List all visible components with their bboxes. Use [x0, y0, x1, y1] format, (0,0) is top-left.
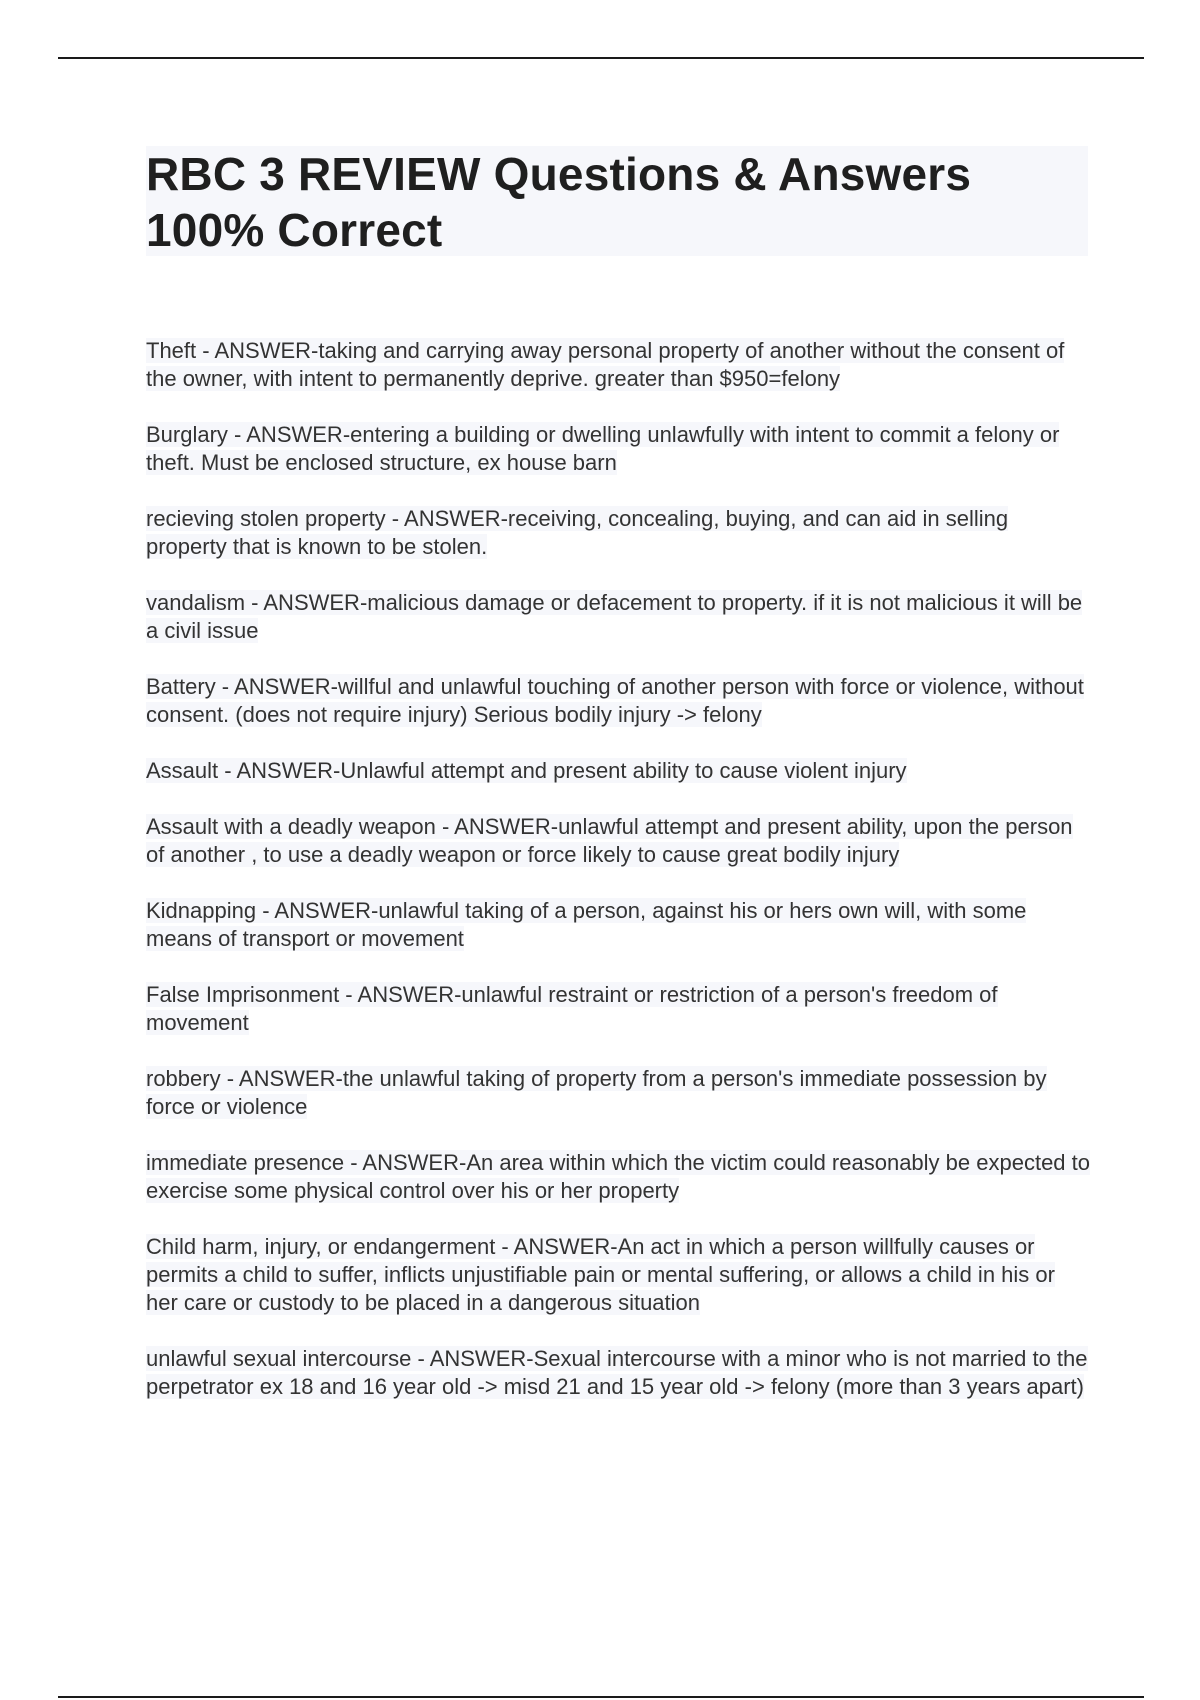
qa-entry	[146, 897, 1091, 953]
qa-entry	[146, 1065, 1091, 1121]
top-divider	[58, 57, 1144, 59]
qa-list	[146, 337, 1091, 1429]
qa-entry-text: recieving stolen property - ANSWER-receiving, concealing, buying, and can aid in selling property that is known to be stolen.	[146, 506, 1009, 559]
qa-entry-text: Child harm, injury, or endangerment - ANSWER-An act in which a person willfully causes or permits a child to suffer, inflicts unjustifiable pain or mental suffering, or allows a child in his or her care or custody to be placed in a dangerous situation	[146, 1234, 1055, 1315]
qa-entry	[146, 589, 1091, 645]
qa-entry-text: Battery - ANSWER-willful and unlawful touching of another person with force or violence, without consent. (does not require injury) Serious bodily injury -> felony	[146, 674, 1084, 727]
qa-entry	[146, 673, 1091, 729]
qa-entry	[146, 757, 1091, 785]
bottom-divider	[58, 1696, 1144, 1698]
qa-entry	[146, 337, 1091, 393]
qa-entry-text: False Imprisonment - ANSWER-unlawful restraint or restriction of a person's freedom of movement	[146, 982, 998, 1035]
title-block	[146, 146, 1088, 256]
qa-entry-text: Burglary - ANSWER-entering a building or dwelling unlawfully with intent to commit a felony or theft. Must be enclosed structure, ex house barn	[146, 422, 1060, 475]
qa-entry-text: Theft - ANSWER-taking and carrying away personal property of another without the consent of the owner, with intent to permanently deprive. greater than $950=felony	[146, 338, 1065, 391]
document-title: RBC 3 REVIEW Questions & Answers 100% Correct	[146, 148, 972, 256]
qa-entry-text: robbery - ANSWER-the unlawful taking of property from a person's immediate possession by force or violence	[146, 1066, 1047, 1119]
qa-entry-text: vandalism - ANSWER-malicious damage or defacement to property. if it is not malicious it will be a civil issue	[146, 590, 1083, 643]
qa-entry-text: Assault - ANSWER-Unlawful attempt and present ability to cause violent injury	[146, 758, 907, 783]
qa-entry-text: Assault with a deadly weapon - ANSWER-unlawful attempt and present ability, upon the person of another , to use a deadly weapon or force likely to cause great bodily injury	[146, 814, 1073, 867]
qa-entry	[146, 813, 1091, 869]
qa-entry	[146, 421, 1091, 477]
qa-entry	[146, 1149, 1091, 1205]
qa-entry	[146, 981, 1091, 1037]
qa-entry-text: immediate presence - ANSWER-An area within which the victim could reasonably be expected to exercise some physical control over his or her property	[146, 1150, 1091, 1203]
qa-entry-text: Kidnapping - ANSWER-unlawful taking of a person, against his or hers own will, with some means of transport or movement	[146, 898, 1027, 951]
qa-entry	[146, 505, 1091, 561]
qa-entry-text: unlawful sexual intercourse - ANSWER-Sexual intercourse with a minor who is not married to the perpetrator ex 18 and 16 year old -> misd 21 and 15 year old -> felony (more than 3 years apart)	[146, 1346, 1088, 1399]
qa-entry	[146, 1345, 1091, 1401]
qa-entry	[146, 1233, 1091, 1317]
